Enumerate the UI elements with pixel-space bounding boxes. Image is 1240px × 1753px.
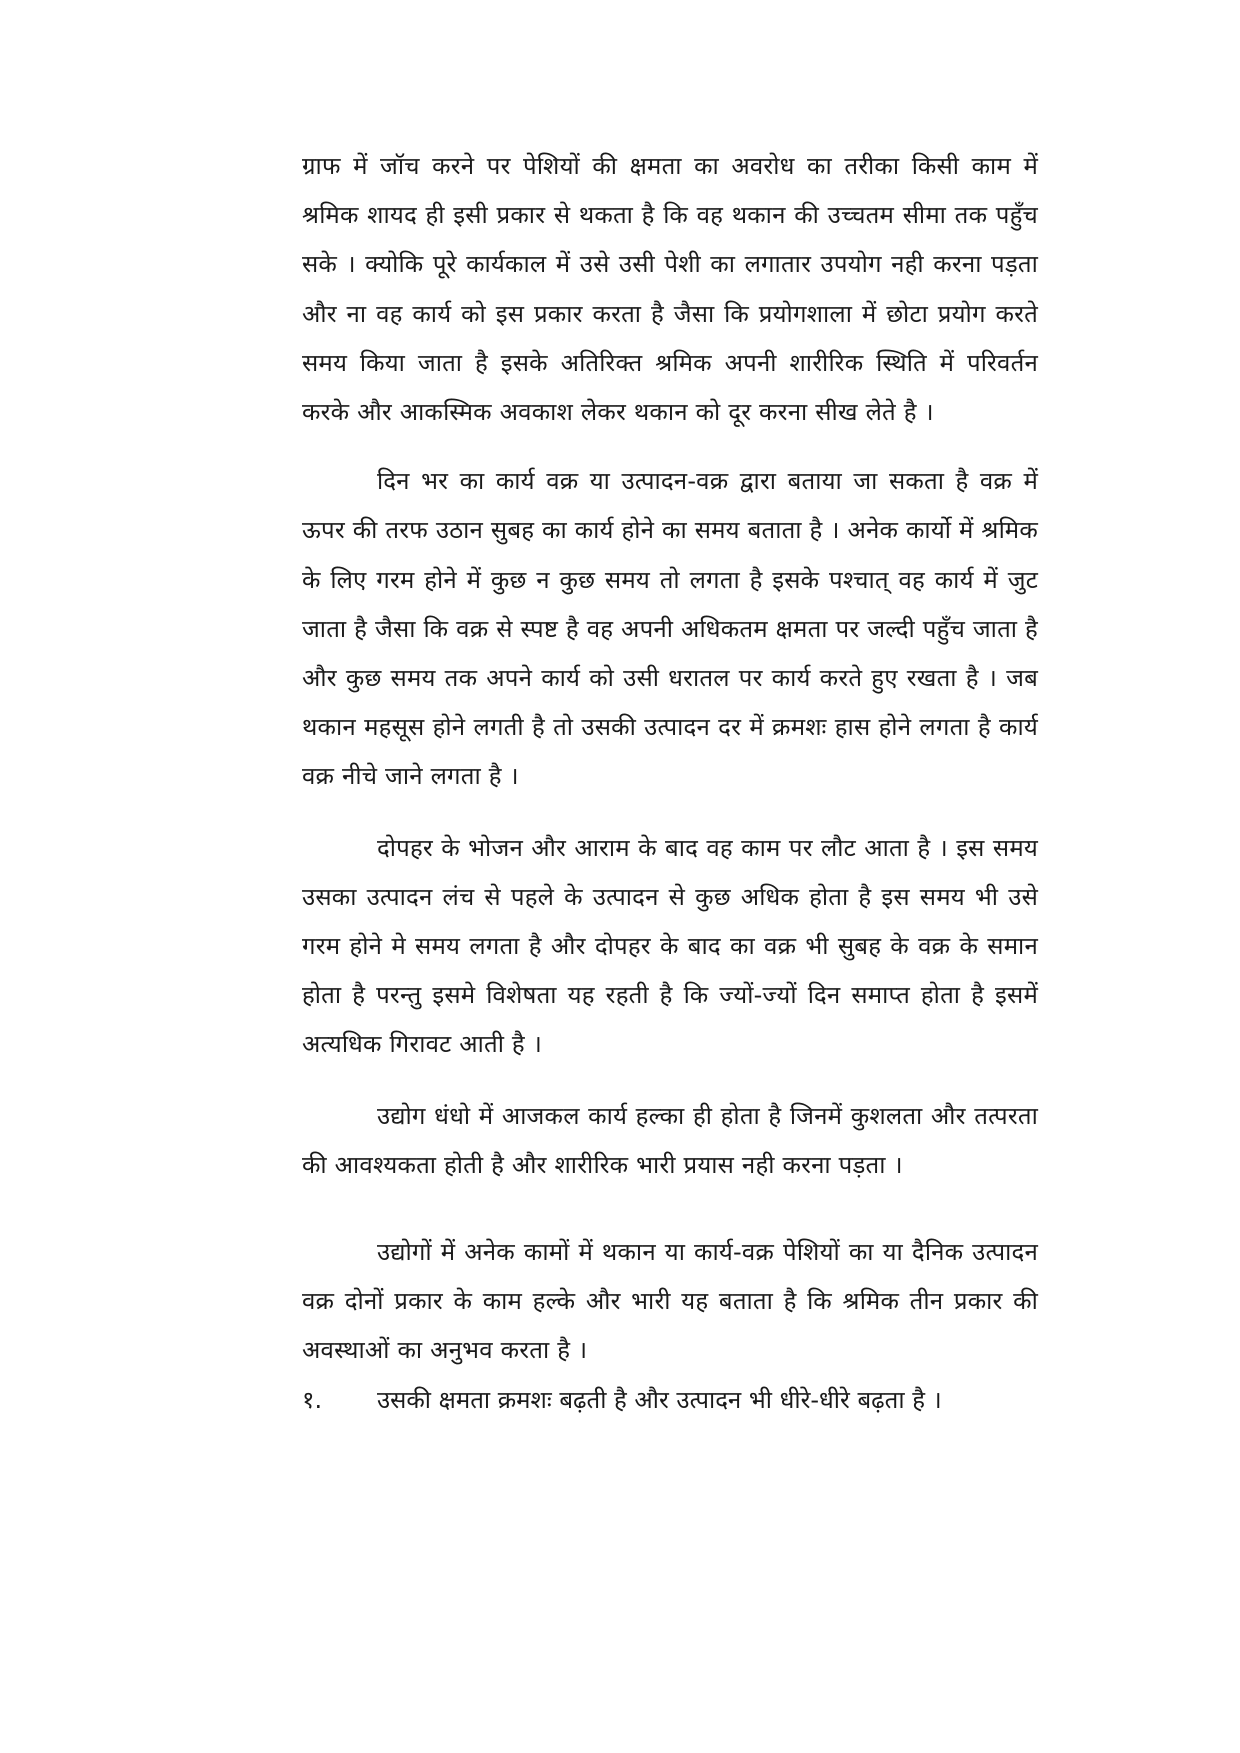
paragraph-3: दोपहर के भोजन और आराम के बाद वह काम पर लौट आता है । इस समय उसका उत्पादन लंच से पहले के उत्पादन से कुछ अधिक होता है इस समय भी उसे गरम होने मे समय लगता है और दोपहर के बाद का वक्र भी सुबह के वक्र के समान होता है परन्तु इसमे विशेषता यह रहती है कि ज्यों-ज्यों दिन समाप्त होता है इसमें अत्यधिक गिरावट आती है । [302, 833, 1038, 1059]
paragraph-5: उद्योगों में अनेक कामों में थकान या कार्य-वक्र पेशियों का या दैनिक उत्पादन वक्र दोनों प्रकार के काम हल्के और भारी यह बताता है कि श्रमिक तीन प्रकार की अवस्थाओं का अनुभव करता है । [302, 1238, 1038, 1365]
list-item [302, 1376, 1038, 1425]
list-item-text: उसकी क्षमता क्रमशः बढ़ती है और उत्पादन भी धीरे-धीरे बढ़ता है । [377, 1385, 942, 1414]
paragraph-2: दिन भर का कार्य वक्र या उत्पादन-वक्र द्वारा बताया जा सकता है वक्र में ऊपर की तरफ उठान सुबह का कार्य होने का समय बताता है । अनेक कार्यो में श्रमिक के लिए गरम होने में कुछ न कुछ समय तो लगता है इसके पश्चात् वह कार्य में जुट जाता है जैसा कि वक्र से स्पष्ट है वह अपनी अधिकतम क्षमता पर जल्दी पहुँच जाता है और कुछ समय तक अपने कार्य को उसी धरातल पर कार्य करते हुए रखता है । जब थकान महसूस होने लगती है तो उसकी उत्पादन दर में क्रमशः हास होने लगता है कार्य वक्र नीचे जाने लगता है । [302, 467, 1038, 791]
list-item-number: १. [302, 1385, 323, 1414]
paragraph-1: ग्राफ में जॉच करने पर पेशियों की क्षमता का अवरोध का तरीका किसी काम में श्रमिक शायद ही इसी प्रकार से थकता है कि वह थकान की उच्चतम सीमा तक पहुँच सके । क्योकि पूरे कार्यकाल में उसे उसी पेशी का लगातार उपयोग नही करना पड़ता और ना वह कार्य को इस प्रकार करता है जैसा कि प्रयोगशाला में छोटा प्रयोग करते समय किया जाता है इसके अतिरिक्त श्रमिक अपनी शारीरिक स्थिति में परिवर्तन करके और आकस्मिक अवकाश लेकर थकान को दूर करना सीख लेते है । [302, 152, 1038, 427]
paragraph-4: उद्योग धंधो में आजकल कार्य हल्का ही होता है जिनमें कुशलता और तत्परता की आवश्यकता होती है और शारीरिक भारी प्रयास नही करना पड़ता । [302, 1101, 1038, 1179]
body-text [302, 142, 1038, 1425]
